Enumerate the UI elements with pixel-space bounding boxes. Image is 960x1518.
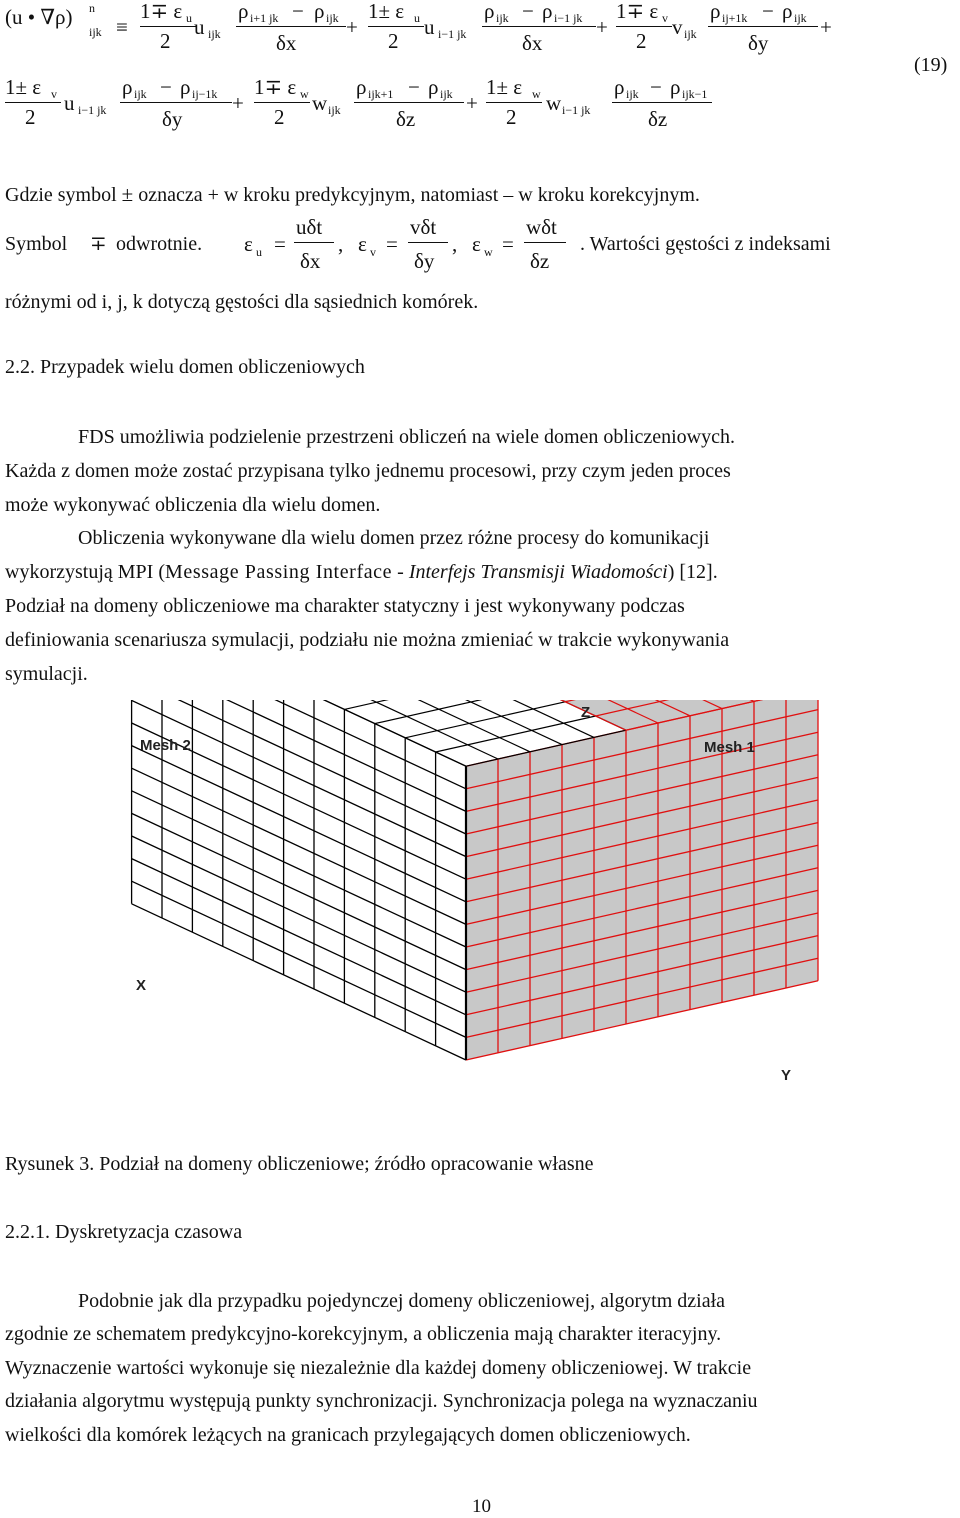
t3-rho-a-sub: ij+1k xyxy=(722,11,748,25)
paragraph-3-line-1: Podobnie jak dla przypadku pojedynczej domeny obliczeniowej, algorytm działa xyxy=(78,1290,726,1312)
t5-w: w xyxy=(312,91,328,115)
t6-num-sub: w xyxy=(532,87,541,101)
paragraph-2-line-4: definiowania scenariusza symulacji, podziału nie można zmieniać w trakcie wykonywania xyxy=(5,629,730,651)
t2-rho-a-sub: ijk xyxy=(496,11,509,25)
t3-den-dy: δy xyxy=(748,31,769,55)
t6-num: 1± ε xyxy=(486,75,523,99)
eq-equiv: ≡ xyxy=(116,15,128,39)
t2-u-sub: i−1 jk xyxy=(438,27,467,41)
plus-4: + xyxy=(232,91,244,115)
t2-den: 2 xyxy=(388,29,399,53)
t4-den-dy: δy xyxy=(162,107,183,131)
plus-1: + xyxy=(346,15,358,39)
t4-den: 2 xyxy=(25,105,36,129)
equation-number: (19) xyxy=(914,54,948,76)
t4-rho-a: ρ xyxy=(122,75,133,99)
t2-den-dx: δx xyxy=(522,31,543,55)
t5-den-dz: δz xyxy=(396,107,416,131)
t2-num-sub: u xyxy=(414,11,420,25)
t3-v-sub: ijk xyxy=(684,27,697,41)
t3-v: v xyxy=(672,15,683,39)
t3-rho-b-sub: ijk xyxy=(794,11,807,25)
plus-3: + xyxy=(820,15,832,39)
t5-rho-b: ρ xyxy=(428,75,439,99)
plus-5: + xyxy=(466,91,478,115)
t5-rho-a: ρ xyxy=(356,75,367,99)
t1-minus: − xyxy=(292,0,304,23)
t1-u-sub: ijk xyxy=(208,27,221,41)
t1-rho-b: ρ xyxy=(314,0,325,23)
paragraph-2-line-2: wykorzystują MPI (Message Passing Interface - Interfejs Transmisji Wiadomości) [12]. xyxy=(5,561,718,583)
t4-u-sub: i−1 jk xyxy=(78,103,107,117)
t2-rho-a: ρ xyxy=(484,0,495,23)
paragraph-1-line-2: Każda z domen może zostać przypisana tylko jednemu procesowi, przy czym jeden proces xyxy=(5,460,731,482)
t5-w-sub: ijk xyxy=(328,103,341,117)
eq-lhs: (u • ∇ρ) xyxy=(5,5,73,29)
t1-rho-b-sub: ijk xyxy=(326,11,339,25)
t4-num-sub: v xyxy=(51,87,57,101)
t5-minus: − xyxy=(408,75,420,99)
t3-num: 1∓ ε xyxy=(616,0,659,23)
t1-num-sub: u xyxy=(186,11,192,25)
t2-num: 1± ε xyxy=(368,0,405,23)
mesh-2-front-face xyxy=(132,700,466,1060)
axis-y-label: Y xyxy=(781,1067,792,1084)
paragraph-1-line-3: może wykonywać obliczenia dla wielu domen. xyxy=(5,494,381,516)
t2-u: u xyxy=(424,15,435,39)
t5-rho-b-sub: ijk xyxy=(440,87,453,101)
plus-2: + xyxy=(596,15,608,39)
t6-w-sub: i−1 jk xyxy=(562,103,591,117)
t1-u: u xyxy=(194,15,205,39)
t5-rho-a-sub: ijk+1 xyxy=(368,87,394,101)
paragraph-2-line-1: Obliczenia wykonywane dla wielu domen przez różne procesy do komunikacji xyxy=(78,527,710,549)
t2-rho-b: ρ xyxy=(542,0,553,23)
eq-lhs-sup: n xyxy=(89,1,95,15)
t3-minus: − xyxy=(762,0,774,23)
t1-den: 2 xyxy=(160,29,171,53)
t2-minus: − xyxy=(522,0,534,23)
paragraph-1-line-1: FDS umożliwia podzielenie przestrzeni obliczeń na wiele domen obliczeniowych. xyxy=(78,426,736,448)
t4-minus: − xyxy=(160,75,172,99)
domain-mesh-figure xyxy=(0,700,960,1140)
t1-den-dx: δx xyxy=(276,31,297,55)
t2-rho-b-sub: i−1 jk xyxy=(554,11,583,25)
t6-rho-a-sub: ijk xyxy=(626,87,639,101)
t1-num: 1∓ ε xyxy=(140,0,183,23)
paragraph-3-line-3: Wyznaczenie wartości wykonuje się niezależnie dla każdej domeny obliczeniowej. W trakcie xyxy=(5,1357,752,1379)
paragraph-2-line-5: symulacji. xyxy=(5,663,88,685)
t4-rho-b-sub: ij−1k xyxy=(192,87,218,101)
t5-num-sub: w xyxy=(300,87,309,101)
section-heading-2-2: 2.2. Przypadek wielu domen obliczeniowych xyxy=(5,356,365,378)
t3-den: 2 xyxy=(636,29,647,53)
text-line-3: różnymi od i, j, k dotyczą gęstości dla sąsiednich komórek. xyxy=(5,291,479,313)
t3-rho-a: ρ xyxy=(710,0,721,23)
t6-rho-b: ρ xyxy=(670,75,681,99)
page-number: 10 xyxy=(472,1496,491,1517)
t4-num: 1± ε xyxy=(5,75,42,99)
t6-den: 2 xyxy=(506,105,517,129)
t6-den-dz: δz xyxy=(648,107,668,131)
t4-rho-b: ρ xyxy=(180,75,191,99)
axis-z-label: Z xyxy=(581,704,591,721)
label-mesh-2: Mesh 2 xyxy=(140,737,191,754)
t5-den: 2 xyxy=(274,105,285,129)
section-heading-2-2-1: 2.2.1. Dyskretyzacja czasowa xyxy=(5,1221,243,1243)
t4-u: u xyxy=(64,91,75,115)
t3-rho-b: ρ xyxy=(782,0,793,23)
t6-minus: − xyxy=(650,75,662,99)
t1-rho-a-sub: i+1 jk xyxy=(250,11,279,25)
paragraph-2-line-3: Podział na domeny obliczeniowe ma charakter statyczny i jest wykonywany podczas xyxy=(5,595,685,617)
eq-lhs-sub: ijk xyxy=(89,25,102,39)
figure-caption: Rysunek 3. Podział na domeny obliczeniowe; źródło opracowanie własne xyxy=(5,1153,594,1175)
t5-num: 1∓ ε xyxy=(254,75,297,99)
t6-rho-b-sub: ijk−1 xyxy=(682,87,708,101)
t6-w: w xyxy=(546,91,562,115)
paragraph-3-line-2: zgodnie ze schematem predykcyjno-korekcyjnym, a obliczenia mają charakter iteracyjny. xyxy=(5,1323,722,1345)
paragraph-3-line-5: wielkości dla komórek leżących na granicach przylegających domen obliczeniowych. xyxy=(5,1424,691,1446)
text-line-1: Gdzie symbol ± oznacza + w kroku predykcyjnym, natomiast – w kroku korekcyjnym. xyxy=(5,182,700,206)
t6-rho-a: ρ xyxy=(614,75,625,99)
t4-rho-a-sub: ijk xyxy=(134,87,147,101)
t1-rho-a: ρ xyxy=(238,0,249,23)
axis-x-label: X xyxy=(136,977,147,994)
label-mesh-1: Mesh 1 xyxy=(704,739,755,756)
paragraph-3-line-4: działania algorytmu występują punkty synchronizacji. Synchronizacja polega na wyznaczaniu xyxy=(5,1390,758,1412)
t3-num-sub: v xyxy=(662,11,668,25)
